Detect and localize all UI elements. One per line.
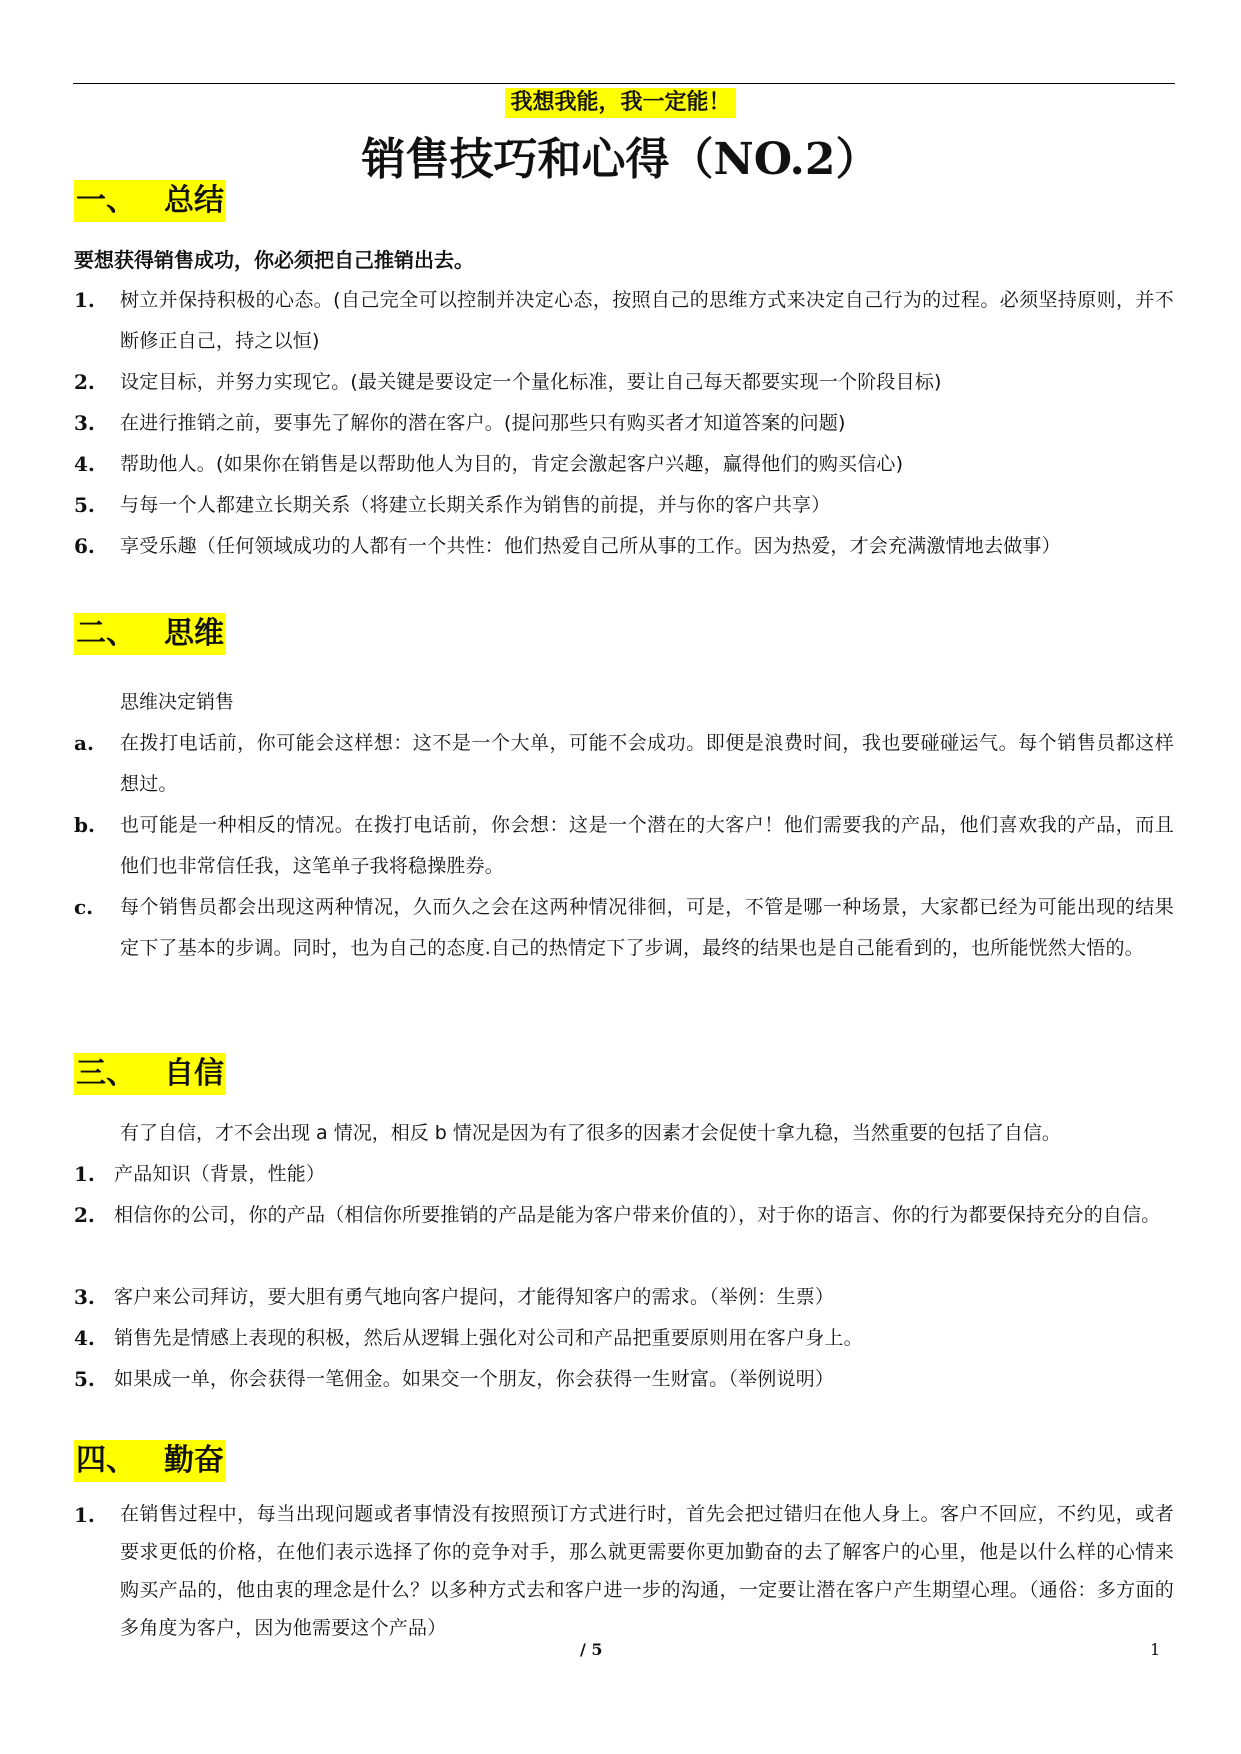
list-marker: 4. <box>74 1326 95 1350</box>
page-total: / 5 <box>580 1640 603 1659</box>
list-marker: b. <box>74 813 95 837</box>
list-item <box>74 723 1174 805</box>
list-item <box>74 362 1174 403</box>
list-marker: c. <box>74 895 94 919</box>
page-number: 1 <box>1150 1640 1161 1659</box>
list-item-text: 产品知识（背景，性能） <box>114 1163 326 1185</box>
list-item <box>74 280 1174 362</box>
list-marker: 3. <box>74 411 95 435</box>
document-title: 销售技巧和心得（NO.2） <box>361 134 880 185</box>
list-item-text: 与每一个人都建立长期关系（将建立长期关系作为销售的前提，并与你的客户共享） <box>120 494 831 516</box>
list-item <box>74 805 1174 887</box>
list-marker: 6. <box>74 534 95 558</box>
section-number: 一、 <box>76 183 136 218</box>
list-item-text: 每个销售员都会出现这两种情况，久而久之会在这两种情况徘徊，可是，不管是哪一种场景，大家都已经为可能出现的结果定下了基本的步调。同时，也为自己的态度.自己的热情定下了步调，最终的结果也是自己能看到的，也所能恍然大悟的。 <box>120 896 1174 959</box>
list-marker: 2. <box>74 1203 95 1227</box>
list-item <box>74 444 1174 485</box>
list-item-text: 在拨打电话前，你可能会这样想：这不是一个大单，可能不会成功。即便是浪费时间，我也要碰碰运气。每个销售员都这样想过。 <box>120 732 1174 795</box>
list-item <box>74 1318 1174 1359</box>
list-item-text: 销售先是情感上表现的积极，然后从逻辑上强化对公司和产品把重要原则用在客户身上。 <box>114 1327 863 1349</box>
section-number: 四、 <box>76 1443 136 1478</box>
section-number: 三、 <box>76 1056 136 1091</box>
section-heading-summary <box>74 180 226 222</box>
list-item-text: 树立并保持积极的心态。(自己完全可以控制并决定心态，按照自己的思维方式来决定自己行为的过程。必须坚持原则，并不断修正自己，持之以恒) <box>120 289 1174 352</box>
list-marker: a. <box>74 731 94 755</box>
section-lead: 要想获得销售成功，你必须把自己推销出去。 <box>74 248 474 272</box>
list-item <box>74 1154 1174 1195</box>
list-marker: 5. <box>74 1367 95 1391</box>
section-heading-thinking <box>74 613 226 655</box>
list-item-text: 在进行推销之前，要事先了解你的潜在客户。(提问那些只有购买者才知道答案的问题) <box>120 412 846 434</box>
list-item <box>74 1359 1174 1400</box>
list-marker: 1. <box>74 1503 95 1527</box>
motto-container <box>0 88 1241 118</box>
list-item <box>74 887 1174 969</box>
section-title: 自信 <box>164 1056 224 1091</box>
list-marker: 5. <box>74 493 95 517</box>
list-item-text: 如果成一单，你会获得一笔佣金。如果交一个朋友，你会获得一生财富。（举例说明） <box>114 1368 835 1390</box>
list-item-text: 客户来公司拜访，要大胆有勇气地向客户提问，才能得知客户的需求。（举例：生票） <box>114 1286 835 1308</box>
list-marker: 1. <box>74 288 95 312</box>
section-title: 思维 <box>164 616 224 651</box>
list-item-text: 相信你的公司，你的产品（相信你所要推销的产品是能为客户带来价值的），对于你的语言、你的行为都要保持充分的自信。 <box>114 1204 1161 1226</box>
list-item <box>74 1495 1174 1647</box>
list-item <box>74 1277 1174 1318</box>
section-title: 勤奋 <box>164 1443 224 1478</box>
list-item-text: 设定目标，并努力实现它。(最关键是要设定一个量化标准，要让自己每天都要实现一个阶段目标) <box>120 371 942 393</box>
list-marker: 4. <box>74 452 95 476</box>
list-marker: 3. <box>74 1285 95 1309</box>
list-item-text: 也可能是一种相反的情况。在拨打电话前，你会想：这是一个潜在的大客户！他们需要我的产品，他们喜欢我的产品，而且他们也非常信任我，这笔单子我将稳操胜券。 <box>120 814 1174 877</box>
list-marker: 2. <box>74 370 95 394</box>
section-number: 二、 <box>76 616 136 651</box>
list-item-text: 在销售过程中，每当出现问题或者事情没有按照预订方式进行时，首先会把过错归在他人身上。客户不回应，不约见，或者要求更低的价格，在他们表示选择了你的竞争对手，那么就更需要你更加勤奋的去了解客户的心里，他是以什么样的心情来购买产品的，他由衷的理念是什么？以多种方式去和客户进一步的沟通，一定要让潜在客户产生期望心理。（通俗：多方面的多角度为客户，因为他需要这个产品） <box>120 1503 1174 1639</box>
section-intro: 有了自信，才不会出现 a 情况，相反 b 情况是因为有了很多的因素才会促使十拿九稳，当然重要的包括了自信。 <box>120 1122 1061 1144</box>
list-item <box>74 1195 1174 1236</box>
list-item <box>74 485 1174 526</box>
list-item <box>74 403 1174 444</box>
header-rule <box>73 83 1175 84</box>
list-item-text: 帮助他人。(如果你在销售是以帮助他人为目的，肯定会激起客户兴趣，赢得他们的购买信心) <box>120 453 904 475</box>
list-item-text: 享受乐趣（任何领域成功的人都有一个共性：他们热爱自己所从事的工作。因为热爱，才会充满激情地去做事） <box>120 535 1061 557</box>
list-item <box>74 526 1174 567</box>
section-intro: 思维决定销售 <box>120 691 235 713</box>
section-title: 总结 <box>164 183 224 218</box>
motto-highlight: 我想我能，我一定能！ <box>505 88 735 118</box>
list-marker: 1. <box>74 1162 95 1186</box>
section-heading-confidence <box>74 1053 226 1095</box>
section-heading-diligence <box>74 1440 226 1482</box>
